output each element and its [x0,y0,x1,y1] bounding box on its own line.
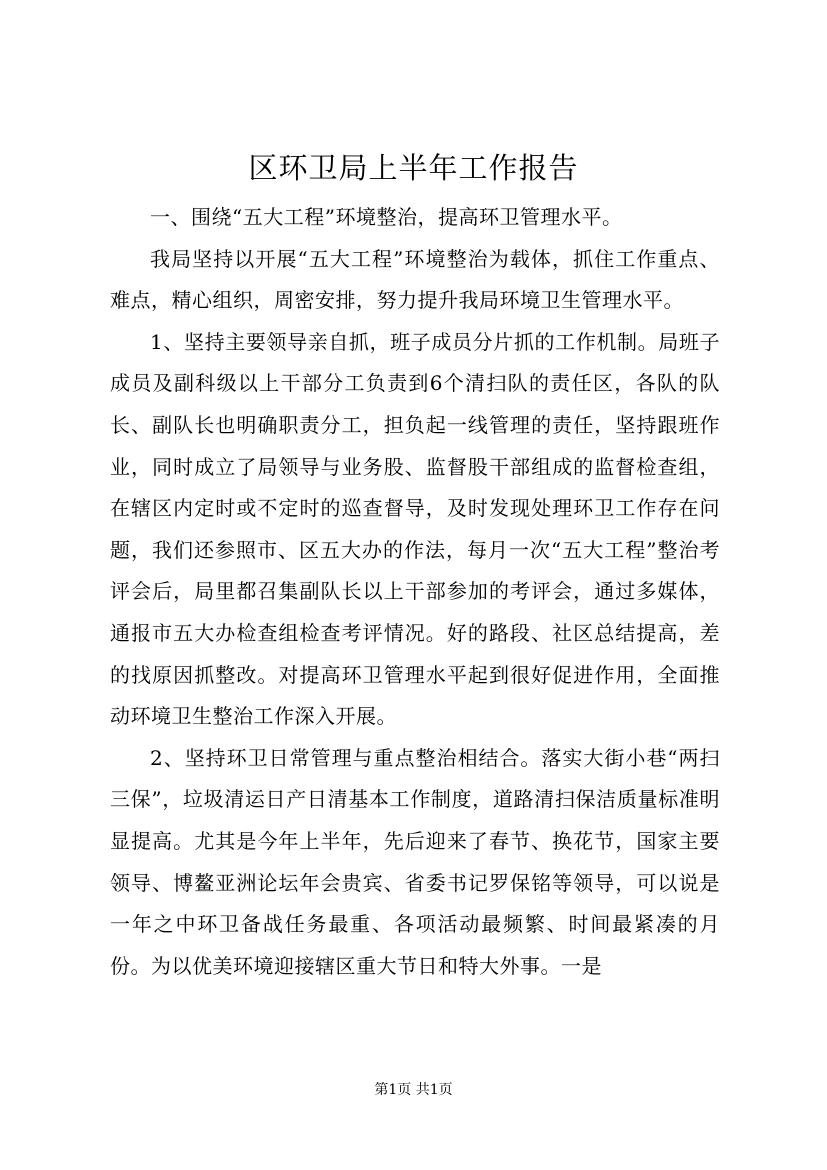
point-2-paragraph: 2、坚持环卫日常管理与重点整治相结合。落实大街小巷“两扫三保”，垃圾清运日产日清基本工作制度，道路清扫保洁质量标准明显提高。尤其是今年上半年，先后迎来了春节、换花节，国家主要领导、博鳌亚洲论坛年会贵宾、省委书记罗保铭等领导，可以说是一年之中环卫备战任务最重、各项活动最频繁、时间最紧凑的月份。为以优美环境迎接辖区重大节日和特大外事。一是 [110,745,720,978]
section-heading: 一、围绕“五大工程”环境整治，提高环卫管理水平。 [150,205,623,229]
intro-paragraph: 我局坚持以开展“五大工程”环境整治为载体，抓住工作重点、难点，精心组织，周密安排，努力提升我局环境卫生管理水平。 [110,246,720,313]
page-footer: 第1页 共1页 [374,1082,453,1098]
point-1-paragraph: 1、坚持主要领导亲自抓，班子成员分片抓的工作机制。局班子成员及副科级以上干部分工负责到6个清扫队的责任区，各队的队长、副队长也明确职责分工，担负起一线管理的责任，坚持跟班作业，同时成立了局领导与业务股、监督股干部组成的监督检查组，在辖区内定时或不定时的巡查督导，及时发现处理环卫工作存在问题，我们还参照市、区五大办的作法，每月一次“五大工程”整治考评会后，局里都召集副队长以上干部参加的考评会，通过多媒体，通报市五大办检查组检查考评情况。好的路段、社区总结提高，差的找原因抓整改。对提高环卫管理水平起到很好促进作用，全面推动环境卫生整治工作深入开展。 [110,329,720,729]
document-title: 区环卫局上半年工作报告 [248,151,579,185]
document-body [110,197,720,987]
